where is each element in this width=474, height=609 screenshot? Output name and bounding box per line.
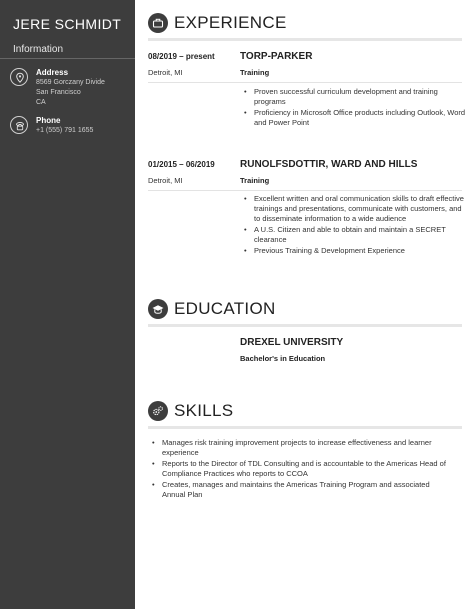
location-pin-icon [10, 68, 28, 86]
list-item: • Creates, manages and maintains the Americas Training Program and associated Annual Plan [152, 480, 452, 500]
list-item: • A U.S. Citizen and able to obtain and maintain a SECRET clearance [244, 225, 466, 245]
list-item: • Excellent written and oral communication skills to draft effective trainings and presentations, communicate with customers, and to disseminate information to a wide audience [244, 194, 466, 224]
list-item: • Proven successful curriculum development and training programs [244, 87, 466, 107]
gears-icon [148, 401, 168, 421]
job-dates: 08/2019 – present [148, 52, 215, 61]
education-rule [148, 324, 462, 327]
address-line-3: CA [36, 99, 46, 106]
skills-rule [148, 426, 462, 429]
list-item: • Previous Training & Development Experience [244, 246, 466, 256]
experience-title: EXPERIENCE [174, 13, 287, 32]
job-bullets [244, 87, 466, 129]
address-line-2: San Francisco [36, 89, 81, 96]
briefcase-icon [148, 13, 168, 33]
degree: Bachelor's in Education [240, 354, 326, 363]
experience-header [148, 12, 462, 36]
job-dates: 01/2015 – 06/2019 [148, 160, 215, 169]
school-name: DREXEL UNIVERSITY [240, 337, 344, 348]
list-item: • Manages risk training improvement projects to increase effectiveness and learner experience [152, 438, 452, 458]
education-header [148, 298, 462, 322]
job-role: Training [240, 176, 270, 185]
list-item: • Reports to the Director of TDL Consulting and is accountable to the Americas Head of Compliance Practices who reports to CCOA [152, 459, 452, 479]
job-divider [148, 190, 462, 191]
list-item: • Proficiency in Microsoft Office products including Outlook, Word and Power Point [244, 108, 466, 128]
job-location: Detroit, MI [148, 176, 183, 185]
skills-bullets [152, 438, 452, 501]
education-title: EDUCATION [174, 299, 276, 318]
job-divider [148, 82, 462, 83]
experience-rule [148, 38, 462, 41]
job-role: Training [240, 68, 270, 77]
address-label: Address [36, 68, 69, 77]
sidebar-divider [0, 58, 135, 59]
job-company: RUNOLFSDOTTIR, WARD AND HILLS [240, 159, 418, 170]
job-bullets [244, 194, 466, 257]
sidebar [0, 0, 135, 609]
job-company: TORP-PARKER [240, 51, 313, 62]
information-heading: Information [13, 44, 64, 55]
skills-header [148, 400, 462, 424]
job-location: Detroit, MI [148, 68, 183, 77]
address-value [36, 78, 105, 108]
phone-value: +1 (555) 791 1655 [36, 127, 94, 134]
skills-title: SKILLS [174, 401, 234, 420]
phone-label: Phone [36, 116, 61, 125]
address-line-1: 8569 Gorczany Divide [36, 79, 105, 86]
graduation-cap-icon [148, 299, 168, 319]
candidate-name: JERE SCHMIDT [13, 16, 122, 32]
phone-icon [10, 116, 28, 134]
